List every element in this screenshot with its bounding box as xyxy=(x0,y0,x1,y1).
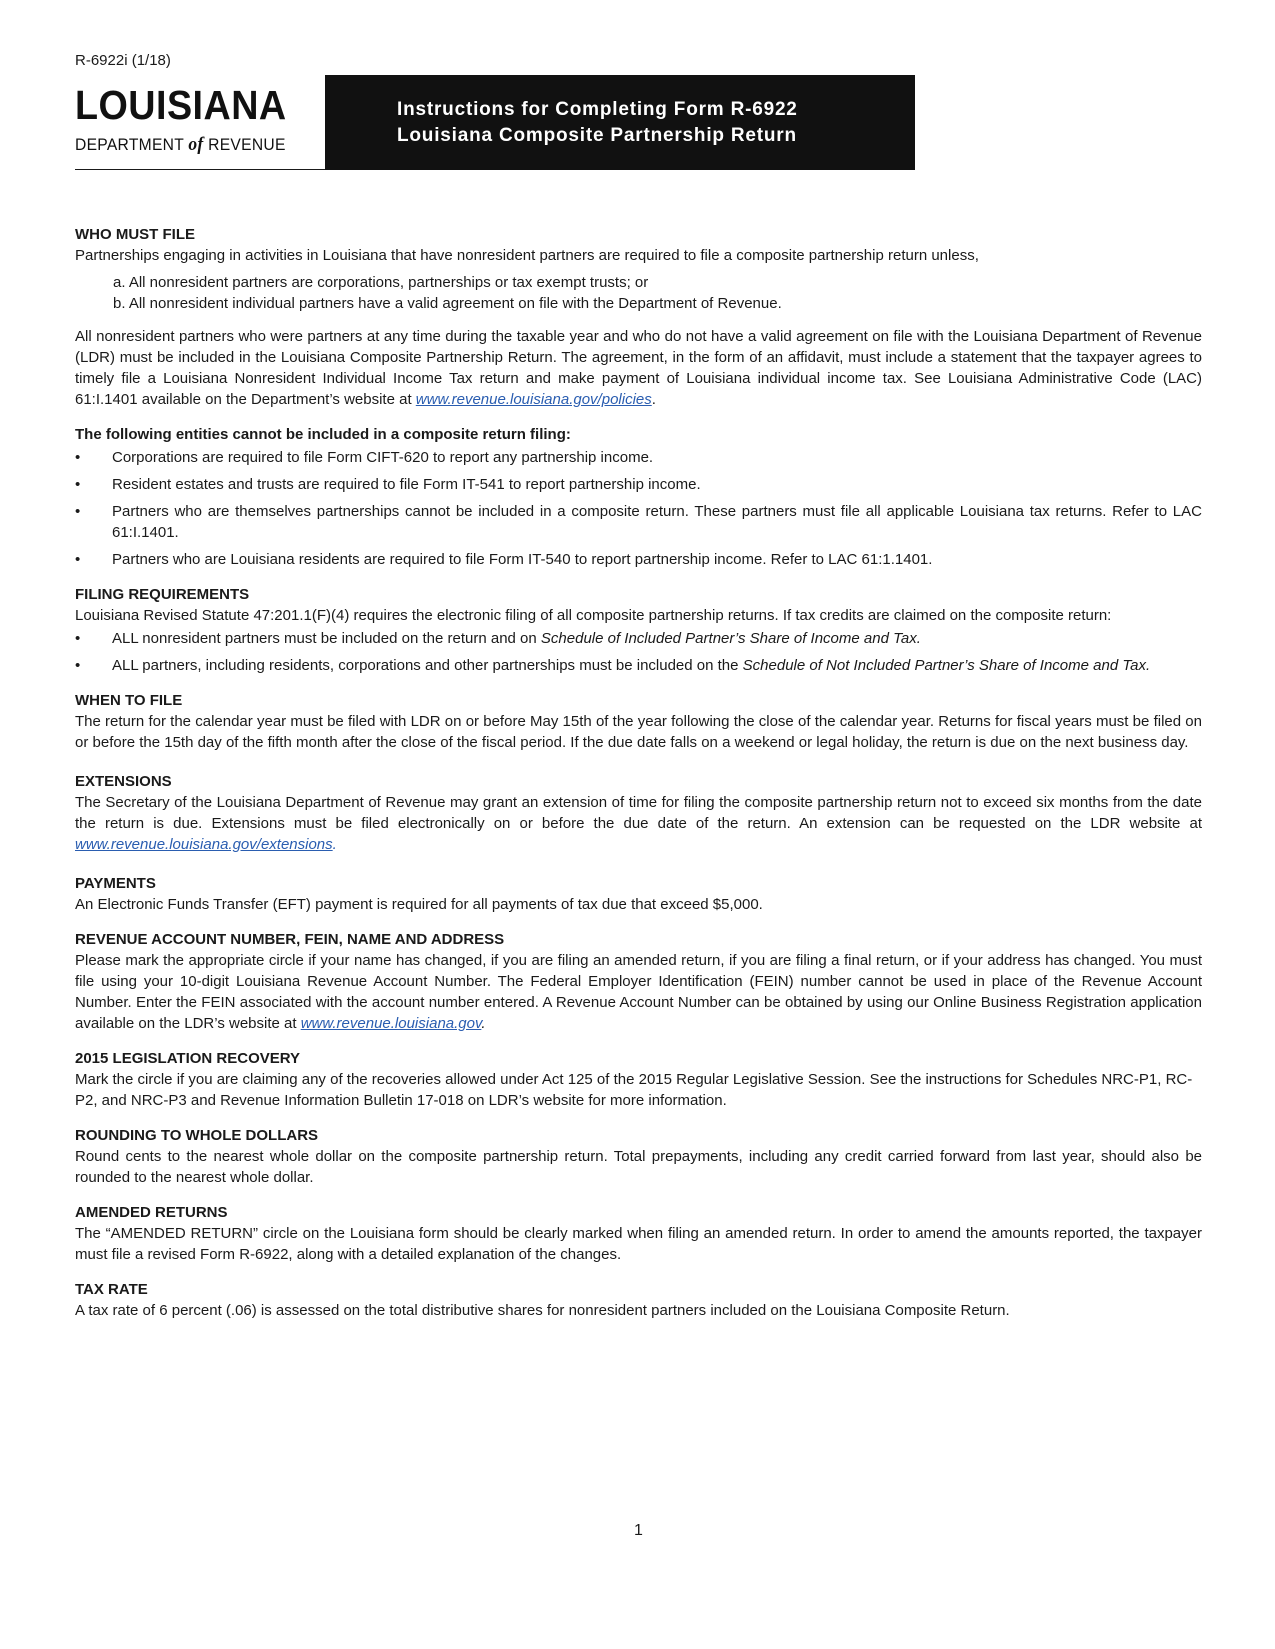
logo-sub-after: REVENUE xyxy=(203,135,286,154)
paragraph-end: . xyxy=(481,1015,486,1032)
section-heading: TAX RATE xyxy=(75,1281,148,1298)
paragraph-end: . xyxy=(651,391,656,408)
section-rounding xyxy=(75,1125,1202,1188)
policies-link[interactable]: www.revenue.louisiana.gov/policies xyxy=(415,391,652,408)
list-item xyxy=(75,628,1202,649)
section-heading: WHEN TO FILE xyxy=(75,692,183,709)
list-item: • Partners who are themselves partnerships cannot be included in a composite return. These partners must file all applicable Louisiana tax returns. Refer to LAC 61:I.1401. xyxy=(75,501,1202,543)
section-heading: EXTENSIONS xyxy=(75,773,172,790)
list-item: • Resident estates and trusts are required to file Form IT-541 to report partnership income. xyxy=(75,474,1202,495)
section-heading: AMENDED RETURNS xyxy=(75,1204,228,1221)
section-text xyxy=(75,792,1202,855)
instructions-body xyxy=(75,224,1202,1335)
paragraph-text: Please mark the appropriate circle if your name has changed, if you are filing an amended return, if you are filing a final return, or if your address has changed. You must file using your 10-digit Louisiana Revenue Account Number. The Federal Employer Identification (FEIN) number cannot be used in place of the Revenue Account Number. Enter the FEIN associated with the account number entered. A Revenue Account Number can be obtained by using our Online Business Registration application available on the LDR’s website at xyxy=(75,952,1202,1032)
section-intro: Louisiana Revised Statute 47:201.1(F)(4) requires the electronic filing of all composite partnership returns. If tax credits are claimed on the composite return: xyxy=(75,607,1112,624)
section-heading: 2015 LEGISLATION RECOVERY xyxy=(75,1050,301,1067)
list-item xyxy=(75,655,1202,676)
section-payments xyxy=(75,873,1202,915)
filing-list xyxy=(75,628,1202,676)
paragraph-text: The Secretary of the Louisiana Department of Revenue may grant an extension of time for filing the composite partnership return not to exceed six months from the date the return is due. Extensions must be filed electronically on or before the due date of the return. An extension can be requested on the LDR website at xyxy=(75,794,1202,832)
title-line-2: Louisiana Composite Partnership Return xyxy=(397,124,797,146)
item-text: ALL nonresident partners must be included on the return and on xyxy=(112,630,541,647)
section-paragraph xyxy=(75,326,1202,410)
entity-list xyxy=(75,447,1202,570)
title-line-1: Instructions for Completing Form R-6922 xyxy=(397,98,798,120)
logo-sub-of: of xyxy=(188,134,204,155)
section-heading: FILING REQUIREMENTS xyxy=(75,586,250,603)
document-header xyxy=(75,75,915,170)
section-text: The return for the calendar year must be filed with LDR on or before May 15th of the year following the close of the calendar year. Returns for fiscal years must be filed on or before the 15th day of the fifth month after the close of the fiscal period. If the due date falls on a weekend or legal holiday, the return is due on the next business day. xyxy=(75,713,1202,751)
list-item: • Corporations are required to file Form CIFT-620 to report any partnership income. xyxy=(75,447,1202,468)
list-item: • Partners who are Louisiana residents are required to file Form IT-540 to report partnership income. Refer to LAC 61:1.1401. xyxy=(75,549,1202,570)
section-heading: WHO MUST FILE xyxy=(75,226,195,243)
section-legislation-recovery xyxy=(75,1048,1202,1111)
extensions-link[interactable]: www.revenue.louisiana.gov/extensions xyxy=(75,836,333,853)
page-number: 1 xyxy=(634,1522,643,1539)
section-text: Round cents to the nearest whole dollar on the composite partnership return. Total prepayments, including any credit carried forward from last year, should also be rounded to the nearest whole dollar. xyxy=(75,1148,1202,1186)
title-banner xyxy=(325,75,915,170)
item-emphasis: Schedule of Included Partner’s Share of Income and Tax. xyxy=(540,630,921,647)
list-item: a. All nonresident partners are corporations, partnerships or tax exempt trusts; or xyxy=(113,274,649,291)
paragraph-end: . xyxy=(332,836,337,853)
ldr-website-link[interactable]: www.revenue.louisiana.gov xyxy=(300,1015,482,1032)
section-text: The “AMENDED RETURN” circle on the Louisiana form should be clearly marked when filing an amended return. In order to amend the amounts reported, the taxpayer must file a revised Form R-6922, along with a detailed explanation of the changes. xyxy=(75,1225,1202,1263)
section-text: An Electronic Funds Transfer (EFT) payment is required for all payments of tax due that exceed $5,000. xyxy=(75,896,763,913)
item-text: ALL partners, including residents, corporations and other partnerships must be included on the xyxy=(112,657,743,674)
section-heading: REVENUE ACCOUNT NUMBER, FEIN, NAME AND ADDRESS xyxy=(75,931,505,948)
form-id: R-6922i (1/18) xyxy=(75,52,171,69)
item-emphasis: Schedule of Not Included Partner’s Share of Income and Tax. xyxy=(742,657,1151,674)
section-text: A tax rate of 6 percent (.06) is assessed on the total distributive shares for nonresident partners included on the Louisiana Composite Return. xyxy=(75,1302,1010,1319)
paragraph-text: All nonresident partners who were partners at any time during the taxable year and who do not have a valid agreement on file with the Louisiana Department of Revenue (LDR) must be included in the Louisiana Composite Partnership Return. The agreement, in the form of an affidavit, must include a statement that the taxpayer agrees to timely file a Louisiana Nonresident Individual Income Tax return and make payment of Louisiana individual income tax. See Louisiana Administrative Code (LAC) 61:I.1401 available on the Department’s website at xyxy=(75,328,1202,408)
section-extensions xyxy=(75,771,1202,855)
section-amended-returns xyxy=(75,1202,1202,1265)
logo-sub-before: DEPARTMENT xyxy=(75,135,189,154)
exception-list xyxy=(75,272,1202,314)
section-when-to-file xyxy=(75,690,1202,753)
list-item: b. All nonresident individual partners have a valid agreement on file with the Department of Revenue. xyxy=(113,295,782,312)
logo-subtitle xyxy=(75,134,286,156)
section-excluded-entities xyxy=(75,424,1202,570)
section-heading: The following entities cannot be included in a composite return filing: xyxy=(75,426,571,443)
logo-wordmark: LOUISIANA xyxy=(75,82,287,128)
ldr-logo xyxy=(75,75,325,170)
section-text xyxy=(75,950,1202,1034)
section-intro: Partnerships engaging in activities in Louisiana that have nonresident partners are required to file a composite partnership return unless, xyxy=(75,247,979,264)
section-filing-requirements xyxy=(75,584,1202,676)
section-tax-rate xyxy=(75,1279,1202,1321)
section-who-must-file xyxy=(75,224,1202,410)
section-heading: ROUNDING TO WHOLE DOLLARS xyxy=(75,1127,319,1144)
section-heading: PAYMENTS xyxy=(75,875,156,892)
section-revenue-account xyxy=(75,929,1202,1034)
section-text: Mark the circle if you are claiming any of the recoveries allowed under Act 125 of the 2015 Regular Legislative Session. See the instructions for Schedules NRC-P1, RC-P2, and NRC-P3 and Revenue Information Bulletin 17-018 on LDR’s website for more information. xyxy=(75,1071,1193,1109)
